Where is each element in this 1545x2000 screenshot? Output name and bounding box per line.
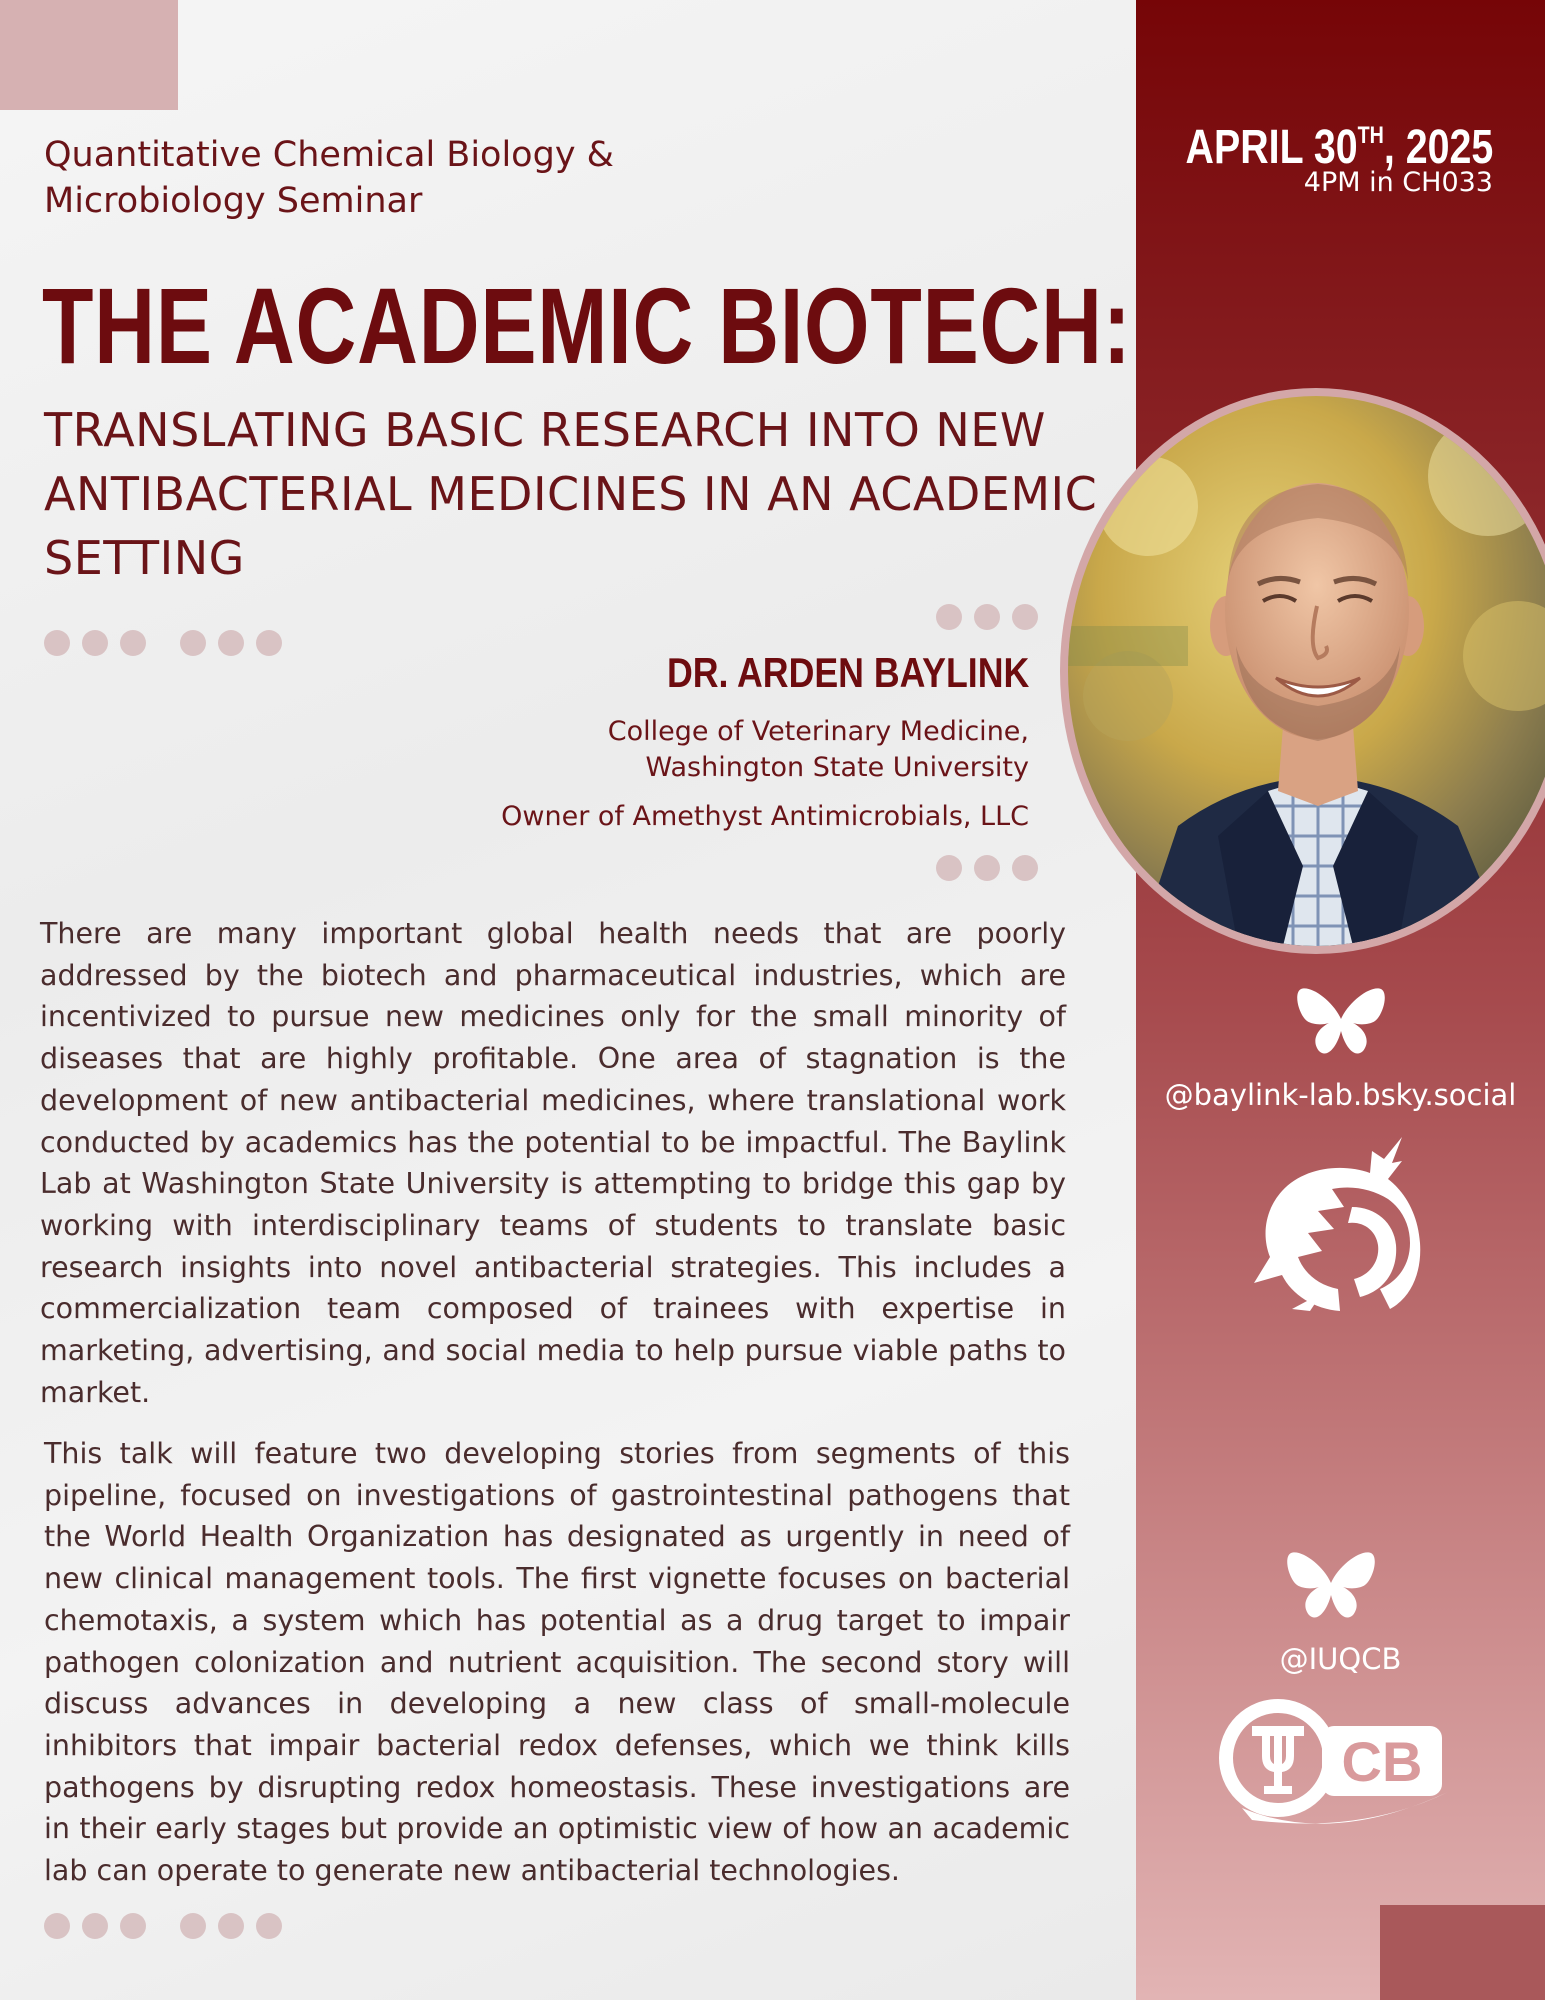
portrait-illustration <box>1068 396 1545 946</box>
series-line: Microbiology Seminar <box>44 181 423 221</box>
lab-social-handle[interactable]: @baylink-lab.bsky.social <box>1164 1078 1517 1112</box>
qcb-social-handle[interactable]: @IUQCB <box>1279 1642 1402 1676</box>
abstract-paragraph: There are many important global health needs that are poorly addressed by the biotech and pharmaceutical industries, which are incentivized to pursue new medicines only for the small minority of diseases that are highly profitable. One area of stagnation is the development of new antibacterial medicines, where translational work conducted by academics has the potential to be impactful. The Baylink Lab at Washington State University is attempting to bridge this gap by working with interdisciplinary teams of students to translate basic research insights into novel antibacterial strategies. This includes a commercialization team composed of trainees with expertise in marketing, advertising, and social media to help pursue viable paths to market. <box>40 917 1066 1409</box>
butterfly-icon <box>1287 1549 1375 1627</box>
iu-qcb-logo <box>1212 1696 1452 1840</box>
speaker-affiliation-line: College of Veterinary Medicine, <box>607 716 1029 747</box>
butterfly-icon <box>1297 985 1385 1063</box>
decorative-dots <box>44 1913 282 1939</box>
speaker-name: DR. ARDEN BAYLINK <box>666 649 1029 696</box>
decorative-dots <box>936 855 1038 881</box>
speaker-portrait <box>1068 396 1545 946</box>
decorative-dots <box>936 604 1038 630</box>
talk-subtitle: TRANSLATING BASIC RESEARCH INTO NEW ANTIBACTERIAL MEDICINES IN AN ACADEMIC SETTING <box>44 403 1098 585</box>
seminar-series-title <box>44 132 744 224</box>
abstract-paragraph: This talk will feature two developing stories from segments of this pipeline, focused on investigations of gastrointestinal pathogens that the World Health Organization has designated as urgently in need of new clinical management tools. The first vignette focuses on bacterial chemotaxis, a system which has potential as a drug target to impair pathogen colonization and nutrient acquisition. The second story will discuss advances in developing a new class of small-molecule inhibitors that impair bacterial redox defenses, which we think kills pathogens by disrupting redox homeostasis. These investigations are in their early stages but provide an optimistic view of how an academic lab can operate to generate new antibacterial technologies. <box>44 1437 1070 1888</box>
speaker-affiliation-line: Washington State University <box>645 752 1029 783</box>
series-line: Quantitative Chemical Biology & <box>44 135 614 175</box>
wsu-cougar-logo <box>1252 1133 1422 1317</box>
decorative-dots <box>44 630 282 656</box>
speaker-company: Owner of Amethyst Antimicrobials, LLC <box>501 801 1029 832</box>
talk-title: THE ACADEMIC BIOTECH: <box>42 265 1132 386</box>
decorative-corner-block <box>0 0 178 110</box>
decorative-corner-block <box>1380 1905 1545 2000</box>
event-date: APRIL 30TH, 2025 <box>1185 121 1493 174</box>
event-time-location: 4PM in CH033 <box>1303 167 1493 198</box>
qcb-logo-text: CB <box>1341 1730 1423 1793</box>
